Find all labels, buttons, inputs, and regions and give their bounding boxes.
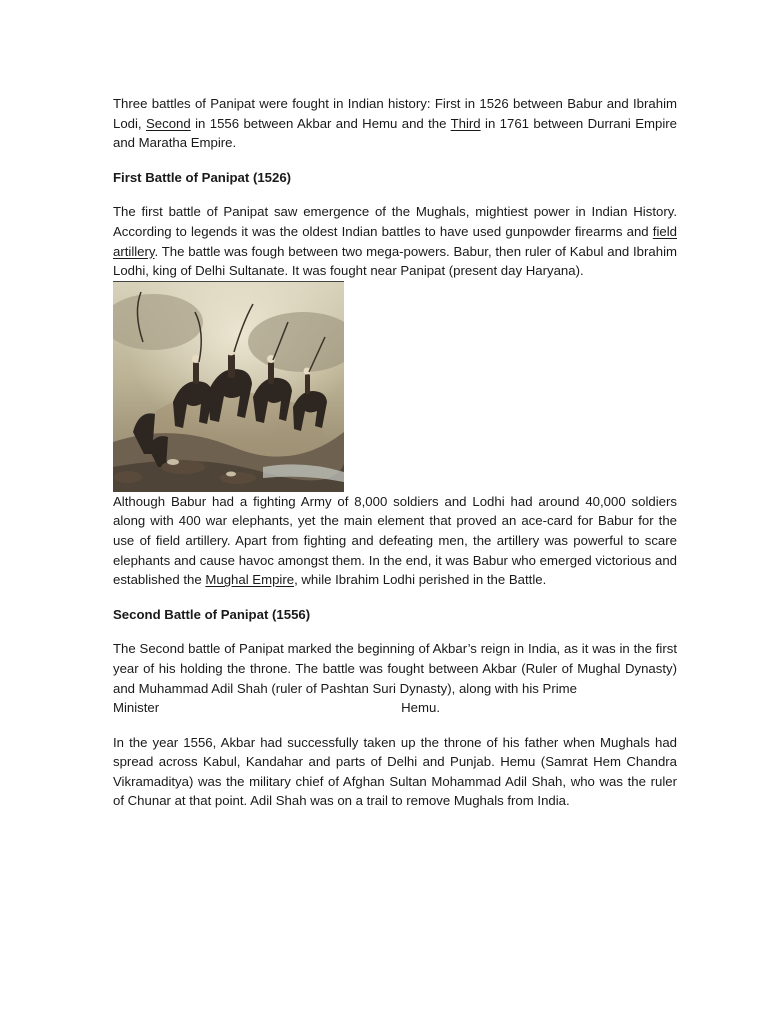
first-battle-p2-text-start: Although Babur had a fighting Army of 8,000 soldiers and Lodhi had around 40,000 soldiers along with 400 war elephants, yet the main element that proved an ace-card for Babur for the use of field artillery. Apart from fighting and defeating men, the artillery was powerful to scare elephants and cause havoc amongst them. In the end, it was Babur who emerged victorious and established the [113, 493, 677, 588]
mughal-empire-link[interactable]: Mughal Empire [205, 572, 295, 588]
second-battle-heading: Second Battle of Panipat (1556) [113, 606, 311, 622]
first-battle-heading: First Battle of Panipat (1526) [113, 169, 292, 185]
first-battle-text-end: . The battle was fough between two mega-powers. Babur, then ruler of Kabul and Ibrahim Lodhi, king of Delhi Sultanate. It was fought near Panipat (present day Haryana). [113, 243, 677, 279]
intro-text-middle: in 1556 between Akbar and Hemu and the [190, 115, 451, 131]
second-battle-link[interactable]: Second [145, 115, 191, 131]
second-battle-paragraph-1-last-line [113, 698, 677, 718]
intro-text-start: Three battles of Panipat were fought in Indian history: First in 1526 between Babur and Ibrahim Lodi, [113, 96, 677, 131]
document-page [113, 94, 677, 811]
second-battle-p1-text: The Second battle of Panipat marked the beginning of Akbar’s reign in India, as it was in the first year of his holding the throne. The battle was fought between Akbar (Ruler of Mughal Dynasty) and Muhammad Adil Shah (ruler of Pashtan Suri Dynasty), along with his Prime [113, 641, 677, 696]
first-battle-paragraph-1 [113, 202, 677, 280]
first-battle-paragraph-2 [113, 492, 677, 590]
hemu-word: Hemu. [401, 700, 440, 716]
battle-painting-image [113, 281, 344, 492]
minister-word: Minister [113, 700, 160, 716]
second-battle-paragraph-2: In the year 1556, Akbar had successfully taken up the throne of his father when Mughals had spread across Kabul, Kandahar and parts of Delhi and Punjab. Hemu (Samrat Hem Chandra Vikramaditya) was the military chief of Afghan Sultan Mohammad Adil Shah, who was the ruler of Chunar at that point. Adil Shah was on a trail to remove Mughals from India. [113, 734, 677, 809]
intro-text-end: in 1761 between Durrani Empire and Maratha Empire. [113, 115, 678, 151]
first-battle-p2-text-end: , while Ibrahim Lodhi perished in the Battle. [294, 572, 547, 588]
first-battle-text-start: The first battle of Panipat saw emergence of the Mughals, mightiest power in Indian History. According to legends it was the oldest Indian battles to have used gunpowder firearms and [113, 204, 677, 239]
field-artillery-link[interactable]: field artillery [113, 223, 677, 259]
second-battle-paragraph-1 [113, 639, 677, 698]
third-battle-link[interactable]: Third [450, 115, 481, 131]
intro-paragraph [113, 94, 677, 153]
